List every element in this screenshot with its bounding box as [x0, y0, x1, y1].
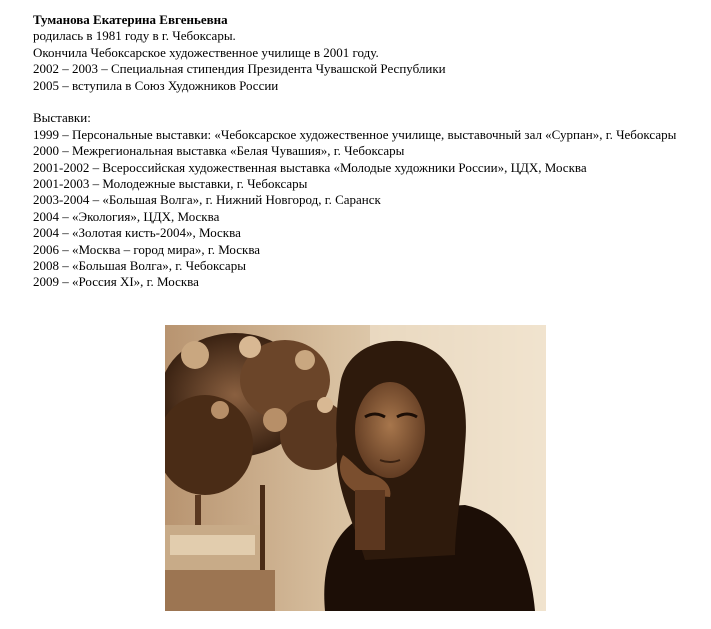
artist-name: Туманова Екатерина Евгеньевна: [33, 12, 228, 27]
exhibition-item: 2000 – Межрегиональная выставка «Белая Чувашия», г. Чебоксары: [33, 143, 405, 159]
portrait-illustration: [165, 325, 546, 611]
paragraph-gap: [33, 94, 693, 110]
artist-portrait-photo: [165, 325, 546, 611]
artist-bio-document: [33, 12, 693, 291]
exhibitions-heading: Выставки:: [33, 110, 91, 126]
exhibition-item: 2009 – «Россия XI», г. Москва: [33, 274, 199, 290]
bio-line-education: Окончила Чебоксарское художественное училище в 2001 году.: [33, 44, 379, 60]
exhibition-item: 2001-2002 – Всероссийская художественная выставка «Молодые художники России», ЦДХ, Москва: [33, 159, 587, 175]
bio-line-scholarship: 2002 – 2003 – Специальная стипендия Президента Чувашской Республики: [33, 61, 446, 77]
exhibition-item: 1999 – Персональные выставки: «Чебоксарское художественное училище, выставочный зал «Сурпан», г. Чебоксары: [33, 126, 677, 142]
exhibition-item: 2001-2003 – Молодежные выставки, г. Чебоксары: [33, 176, 308, 192]
exhibition-item: 2004 – «Экология», ЦДХ, Москва: [33, 208, 220, 224]
exhibition-item: 2003-2004 – «Большая Волга», г. Нижний Новгород, г. Саранск: [33, 192, 381, 208]
exhibition-item: 2008 – «Большая Волга», г. Чебоксары: [33, 258, 246, 274]
exhibition-item: 2004 – «Золотая кисть-2004», Москва: [33, 225, 241, 241]
bio-line-birth: родилась в 1981 году в г. Чебоксары.: [33, 28, 236, 44]
table-objects: [165, 525, 275, 611]
exhibition-item: 2006 – «Москва – город мира», г. Москва: [33, 241, 261, 257]
bio-line-union: 2005 – вступила в Союз Художников России: [33, 77, 279, 93]
